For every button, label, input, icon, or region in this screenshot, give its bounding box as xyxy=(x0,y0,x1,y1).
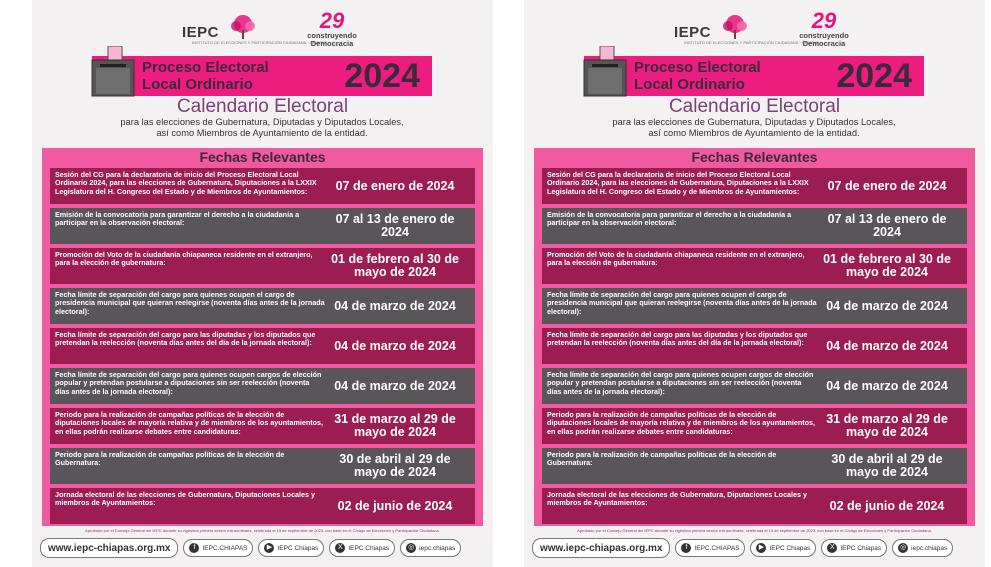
x-icon: X xyxy=(335,543,345,553)
banner-line1: Proceso Electoral xyxy=(142,59,269,76)
date-row xyxy=(542,408,967,444)
youtube-link[interactable] xyxy=(258,539,324,557)
date-row-description: Fecha límite de separación del cargo para quienes ocupen el cargo de presidencia municipal que quieran reelegirse (noventa días antes de la jornada electoral): xyxy=(547,290,817,316)
facebook-link[interactable] xyxy=(183,539,253,557)
section-title: Fechas Relevantes xyxy=(691,149,818,165)
calendar-subtitle xyxy=(554,117,954,139)
instagram-icon: ◎ xyxy=(408,544,415,551)
section-title: Fechas Relevantes xyxy=(199,149,326,165)
calendar-poster-right xyxy=(524,0,985,567)
iepc-tree-icon xyxy=(718,14,752,40)
banner-line2: Local Ordinario xyxy=(142,76,253,93)
date-row-date: 01 de febrero al 30 de mayo de 2024 xyxy=(823,252,951,279)
process-banner xyxy=(584,56,924,96)
iepc-logo-text: IEPC xyxy=(674,24,712,41)
date-row-description: Fecha límite de separación del cargo para quienes ocupen cargos de elección popular y pretendan postularse a diputaciones sin ser reelección (noventa días antes de la jornada electoral): xyxy=(55,370,322,396)
x-link[interactable] xyxy=(329,539,395,557)
anniversary-text-line1: construyendo xyxy=(307,31,357,40)
instagram-link[interactable] xyxy=(400,539,461,557)
date-row xyxy=(50,488,475,524)
anniversary-logo xyxy=(297,10,367,52)
contact-footer xyxy=(40,536,485,560)
date-row-date: 30 de abril al 29 de mayo de 2024 xyxy=(339,452,451,479)
relevant-dates-section xyxy=(42,148,483,526)
date-row xyxy=(542,208,967,244)
calendar-subtitle xyxy=(62,117,462,139)
facebook-icon: f xyxy=(681,543,691,553)
youtube-icon: ▶ xyxy=(756,543,766,553)
facebook-handle: IEPC.CHIAPAS xyxy=(694,544,740,552)
date-row xyxy=(50,408,475,444)
date-row-description: Periodo para la realización de campañas políticas de la elección de Gubernatura: xyxy=(547,450,777,468)
logos xyxy=(674,10,894,52)
website-link[interactable]: www.iepc-chiapas.org.mx xyxy=(40,538,178,558)
date-row xyxy=(542,288,967,324)
iepc-logo-text: IEPC xyxy=(182,24,220,41)
anniversary-text-line2: Democracia xyxy=(802,39,846,48)
banner-line1: Proceso Electoral xyxy=(634,59,761,76)
date-row xyxy=(542,488,967,524)
instagram-link[interactable] xyxy=(892,539,953,557)
youtube-icon: ▶ xyxy=(264,543,274,553)
subtitle-line2: así como Miembros de Ayuntamiento de la entidad. xyxy=(156,128,368,138)
date-row xyxy=(50,168,475,204)
date-row-description: Emisión de la convocatoria para garantizar el derecho a la ciudadanía a participar en la observación electoral: xyxy=(547,210,792,228)
date-row-description: Periodo para la realización de campañas políticas de la elección de diputaciones locales de mayoría relativa y de miembros de los ayuntamientos, en ellas podrán realizarse debates entre candidaturas: xyxy=(55,410,324,436)
banner-line2: Local Ordinario xyxy=(634,76,745,93)
x-handle: IEPC Chiapas xyxy=(840,544,882,552)
contact-footer xyxy=(532,536,977,560)
date-row xyxy=(50,448,475,484)
calendar-title: Calendario Electoral xyxy=(176,96,349,117)
subtitle-line2: así como Miembros de Ayuntamiento de la entidad. xyxy=(648,128,860,138)
facebook-handle: IEPC.CHIAPAS xyxy=(202,544,248,552)
date-row-date: 30 de abril al 29 de mayo de 2024 xyxy=(831,452,943,479)
date-row-date: 31 de marzo al 29 de mayo de 2024 xyxy=(826,412,948,439)
anniversary-text-line1: construyendo xyxy=(799,31,849,40)
calendar-poster-left xyxy=(32,0,493,567)
date-row-description: Fecha límite de separación del cargo para las diputadas y los diputados que pretendan la reelección (noventa días antes del día de la jornada electoral): xyxy=(547,330,808,348)
date-row-date: 02 de junio de 2024 xyxy=(337,498,453,513)
date-row-date: 02 de junio de 2024 xyxy=(829,498,945,513)
anniversary-number: 29 xyxy=(319,8,345,33)
date-row xyxy=(542,368,967,404)
date-row-description: Emisión de la convocatoria para garantizar el derecho a la ciudadanía a participar en la observación electoral: xyxy=(55,210,300,228)
instagram-handle: iepc.chiapas xyxy=(419,544,456,552)
approval-footnote: Aprobado por el Consejo General del IEPC durante su vigésima primera sesión extraordinaria, celebrada el 19 de septiembre de 2023, con base en el Código de Elecciones y Participación Ciudadana. xyxy=(577,528,932,533)
youtube-handle: IEPC Chiapas xyxy=(277,544,319,552)
date-row-date: 07 al 13 de enero de 2024 xyxy=(335,212,455,239)
youtube-handle: IEPC Chiapas xyxy=(769,544,811,552)
iepc-logo-subtext: INSTITUTO DE ELECCIONES Y PARTICIPACIÓN CIUDADANA · CHIAPAS xyxy=(684,40,820,45)
poster-header xyxy=(32,0,493,148)
banner-year: 2024 xyxy=(344,57,420,95)
date-row-date: 04 de marzo de 2024 xyxy=(334,298,456,313)
process-banner xyxy=(92,56,432,96)
banner-year: 2024 xyxy=(836,57,912,95)
date-row xyxy=(50,368,475,404)
anniversary-text-line2: Democracia xyxy=(310,39,354,48)
ballot-box-icon xyxy=(90,46,136,98)
x-link[interactable] xyxy=(821,539,887,557)
date-row-description: Fecha límite de separación del cargo para las diputadas y los diputados que pretendan la reelección (noventa días antes del día de la jornada electoral): xyxy=(55,330,316,348)
date-row-date: 07 de enero de 2024 xyxy=(335,178,455,193)
date-row-date: 04 de marzo de 2024 xyxy=(334,378,456,393)
anniversary-logo xyxy=(789,10,859,52)
youtube-link[interactable] xyxy=(750,539,816,557)
instagram-handle: iepc.chiapas xyxy=(911,544,948,552)
date-row-description: Fecha límite de separación del cargo para quienes ocupen el cargo de presidencia municipal que quieran reelegirse (noventa días antes de la jornada electoral): xyxy=(55,290,325,316)
approval-footnote: Aprobado por el Consejo General del IEPC durante su vigésima primera sesión extraordinaria, celebrada el 19 de septiembre de 2023, con base en el Código de Elecciones y Participación Ciudadana. xyxy=(85,528,440,533)
iepc-logo-subtext: INSTITUTO DE ELECCIONES Y PARTICIPACIÓN CIUDADANA · CHIAPAS xyxy=(192,40,328,45)
x-handle: IEPC Chiapas xyxy=(348,544,390,552)
date-row-date: 04 de marzo de 2024 xyxy=(826,338,948,353)
anniversary-number: 29 xyxy=(811,8,837,33)
date-row xyxy=(50,208,475,244)
date-row-date: 04 de marzo de 2024 xyxy=(334,338,456,353)
website-link[interactable]: www.iepc-chiapas.org.mx xyxy=(532,538,670,558)
subtitle-line1: para las elecciones de Gubernatura, Diputadas y Diputados Locales, xyxy=(612,117,896,127)
date-row-description: Periodo para la realización de campañas políticas de la elección de Gubernatura: xyxy=(55,450,285,468)
date-row xyxy=(50,248,475,284)
date-row-description: Jornada electoral de las elecciones de Gubernatura, Diputaciones Locales y miembros de Ayuntamientos: xyxy=(55,490,316,508)
date-row-date: 07 de enero de 2024 xyxy=(827,178,947,193)
relevant-dates-section xyxy=(534,148,975,526)
date-row-date: 04 de marzo de 2024 xyxy=(826,298,948,313)
date-row xyxy=(542,328,967,364)
date-row xyxy=(542,248,967,284)
date-row-description: Jornada electoral de las elecciones de Gubernatura, Diputaciones Locales y miembros de Ayuntamientos: xyxy=(547,490,808,508)
date-row-description: Sesión del CG para la declaratoria de inicio del Proceso Electoral Local Ordinario 2024, para las elecciones de Gubernatura, Diputaciones a la LXXIX Legislatura del H. Congreso del Estado y de Miembros de Ayuntamientos: xyxy=(547,170,809,196)
date-row xyxy=(50,288,475,324)
date-row xyxy=(50,328,475,364)
date-row-date: 01 de febrero al 30 de mayo de 2024 xyxy=(331,252,459,279)
date-row-date: 04 de marzo de 2024 xyxy=(826,378,948,393)
ballot-box-icon xyxy=(582,46,628,98)
date-row-description: Sesión del CG para la declaratoria de inicio del Proceso Electoral Local Ordinario 2024, para las elecciones de Gubernatura, Diputaciones a la LXXIX Legislatura del H. Congreso del Estado y de Miembros de Ayuntamientos: xyxy=(55,170,317,196)
logos xyxy=(182,10,402,52)
calendar-title: Calendario Electoral xyxy=(668,96,841,117)
instagram-icon: ◎ xyxy=(900,544,907,551)
date-row-description: Fecha límite de separación del cargo para quienes ocupen cargos de elección popular y pretendan postularse a diputaciones sin ser reelección (noventa días antes de la jornada electoral): xyxy=(547,370,814,396)
subtitle-line1: para las elecciones de Gubernatura, Diputadas y Diputados Locales, xyxy=(120,117,404,127)
date-row xyxy=(542,168,967,204)
date-row-description: Promoción del Voto de la ciudadanía chiapaneca residente en el extranjero, para la elección de gubernatura: xyxy=(547,250,805,268)
date-row-description: Promoción del Voto de la ciudadanía chiapaneca residente en el extranjero, para la elección de gubernatura: xyxy=(55,250,313,268)
date-row-description: Periodo para la realización de campañas políticas de la elección de diputaciones locales de mayoría relativa y de miembros de los ayuntamientos, en ellas podrán realizarse debates entre candidaturas: xyxy=(547,410,816,436)
x-icon: X xyxy=(827,543,837,553)
date-row xyxy=(542,448,967,484)
date-row-date: 07 al 13 de enero de 2024 xyxy=(827,212,947,239)
iepc-tree-icon xyxy=(226,14,260,40)
facebook-icon: f xyxy=(189,543,199,553)
poster-header xyxy=(524,0,985,148)
date-row-date: 31 de marzo al 29 de mayo de 2024 xyxy=(334,412,456,439)
facebook-link[interactable] xyxy=(675,539,745,557)
